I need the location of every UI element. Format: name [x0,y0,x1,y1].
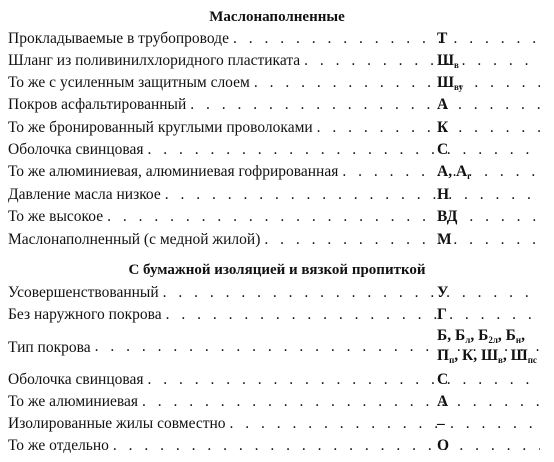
row-label: То же бронированный круглыми проволоками [8,119,313,136]
row-label: Прокладываемые в трубопроводе [8,30,229,47]
list-item [8,436,548,458]
row-code: О [437,437,450,454]
row-label: Шланг из поливинилхлоридного пластиката [8,52,301,69]
list-item [8,51,548,73]
dot-leader [144,370,540,390]
row-label: Без наружного покрова [8,306,162,323]
list-item [8,207,548,229]
list-item [8,162,548,184]
dot-leader [162,305,540,325]
list-item [8,392,548,414]
row-label: Оболочка свинцовая [8,141,144,158]
list-item [8,230,548,252]
row-label: Тип покрова [8,339,91,356]
row-label: То же алюминиевая [8,393,139,410]
cover-codes [437,326,537,366]
section-heading-paper-insulated: С бумажной изоляцией и вязкой пропиткой [128,262,426,278]
dot-leader [250,73,540,93]
list-item [8,95,548,117]
row-code: А, $А_г$ [437,163,472,181]
row-label: Изолированные жилы совместно [8,415,226,432]
row-code: А [437,393,449,410]
dot-leader [313,118,540,138]
dot-leader [300,51,540,71]
row-label: Оболочка свинцовая [8,371,144,388]
row-label: То же алюминиевая, алюминиевая гофрированная [8,163,339,180]
row-label: То же с усиленным защитным слоем [8,74,250,91]
list-item [8,140,548,162]
row-code: У [437,284,449,301]
row-label: То же высокое [8,208,104,225]
row-label: Усовершенствованный [8,284,159,301]
list-item [8,118,548,140]
list-item [8,305,548,327]
dot-leader [138,392,540,412]
list-item [8,414,548,436]
dot-leader [109,436,540,456]
dot-leader [161,185,540,205]
row-code: Т [437,30,448,47]
list-item [8,73,548,95]
row-label: Давление масла низкое [8,186,161,203]
dot-leader [159,283,540,303]
row-label: Покров асфальтированный [8,96,187,113]
dot-leader [229,29,540,49]
row-label: Маслонаполненный (с медной жилой) [8,231,261,248]
row-code: $Ш_{ву}$ [437,74,464,92]
row-code: ВД [437,208,458,225]
section-heading-oil-filled: Маслонаполненные [209,9,345,25]
row-code: Г [437,306,447,323]
dot-leader [103,207,540,227]
row-code: М [437,231,452,248]
row-code: Н [437,186,450,203]
row-code: А [437,96,449,113]
dot-leader [260,230,540,250]
dot-leader [144,140,540,160]
row-code: С [437,141,449,158]
row-label: То же отдельно [8,437,109,454]
row-code: – [437,415,445,432]
list-item [8,283,548,305]
row-code: $Ш_в$ [437,52,459,70]
row-code: С [437,371,449,388]
list-item [8,370,548,392]
list-item [8,29,548,51]
list-item [8,185,548,207]
cover-codes-line-2: $П_п$, К, $Ш_в$, $Ш_{пс}$ [437,347,537,365]
cover-codes-line-1: Б, $Б_л$, $Б_{2л}$, $Б_н$, [437,327,525,345]
dot-leader [186,95,540,115]
row-code: К [437,119,449,136]
dot-leader [226,414,540,434]
list-item-cover-type [8,326,548,368]
